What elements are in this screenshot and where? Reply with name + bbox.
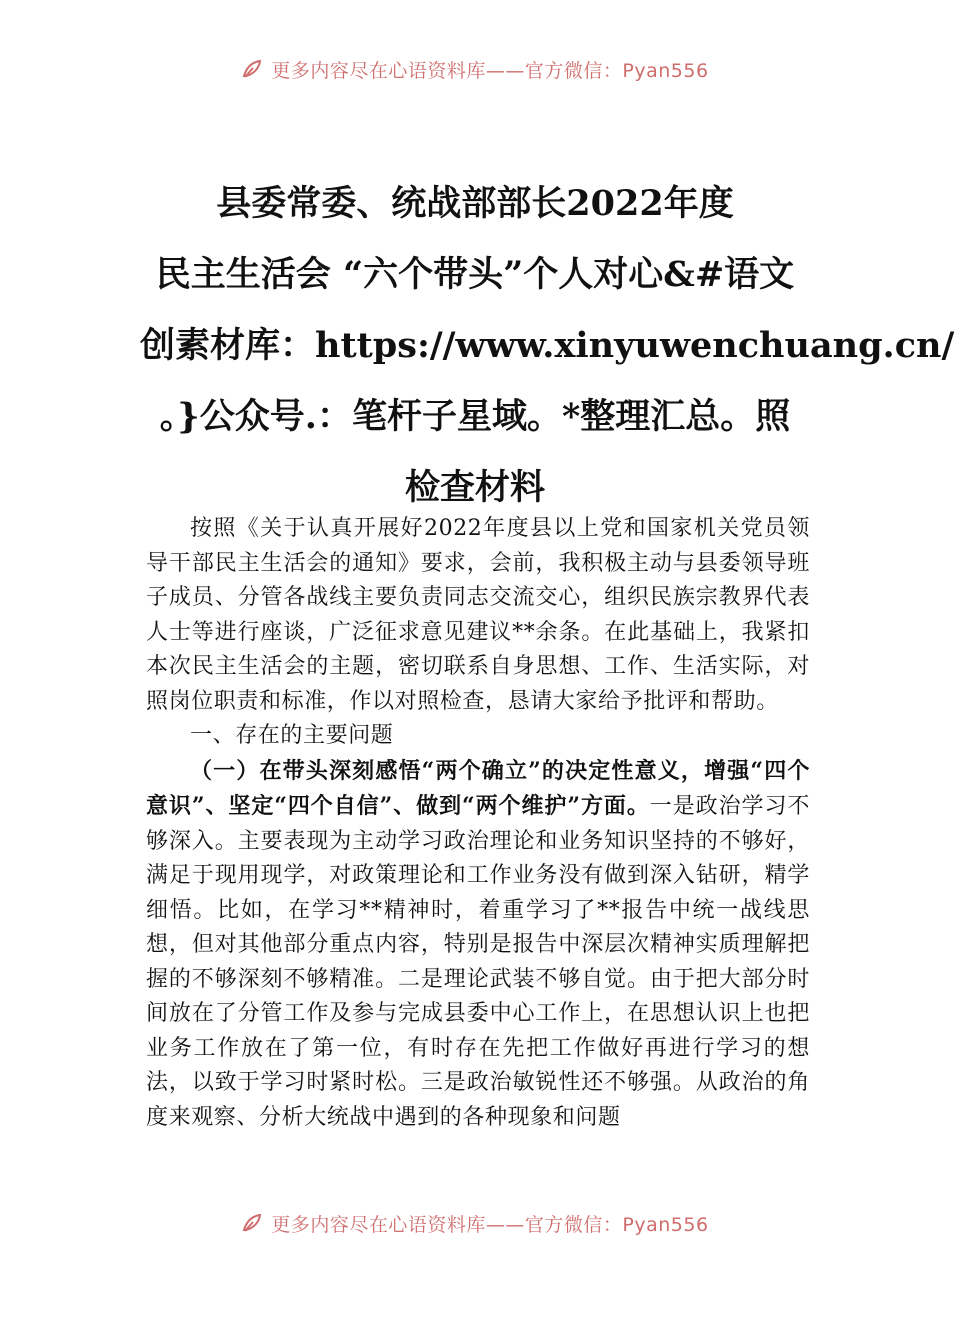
intro-paragraph: 按照《关于认真开展好2022年度县以上党和国家机关党员领导干部民主生活会的通知》要求，会前，我积极主动与县委领导班子成员、分管各战线主要负责同志交流交心，组织民族宗教界代表人士等进行座谈，广泛征求意见建议**余条。在此基础上，我紧扣本次民主生活会的主题，密切联系自身思想、工作、生活实际，对照岗位职责和标准，作以对照检查，恳请大家给予批评和帮助。 — [146, 516, 810, 714]
title-line-5: 检查材料 — [404, 467, 545, 508]
document-body — [146, 512, 810, 1135]
title-line-4: 。}公众号.：笔杆子星域。*整理汇总。照 — [159, 396, 791, 437]
watermark-text: 更多内容尽在心语资料库——官方微信：Pyan556 — [271, 59, 709, 82]
leaf-logo-icon — [241, 1212, 263, 1234]
title-line-2: 民主生活会 “六个带头”个人对心&#语文 — [155, 254, 795, 295]
title-line-3: 创素材库：https://www.xinyuwenchuang.cn/ — [140, 325, 954, 366]
subsection-paragraph-1 — [146, 754, 810, 1136]
header-watermark — [0, 54, 950, 84]
footer-watermark — [0, 1208, 950, 1238]
title-line-1: 县委常委、统战部部长2022年度 — [216, 183, 734, 224]
watermark-text: 更多内容尽在心语资料库——官方微信：Pyan556 — [271, 1213, 709, 1236]
subsection-heading-1: （一）在带头深刻感悟“两个确立”的决定性意义，增强“四个意识”、坚定“四个自信”、做到“两个维护”方面。 — [146, 757, 810, 819]
leaf-logo-icon — [241, 58, 263, 80]
section-heading-problems: 一、存在的主要问题 — [190, 723, 394, 748]
document-title — [140, 168, 954, 523]
subsection-body-1: 一是政治学习不够深入。主要表现为主动学习政治理论和业务知识坚持的不够好，满足于现用现学，对政策理论和工作业务没有做到深入钻研，精学细悟。比如，在学习**精神时，着重学习了**报告中统一战线思想，但对其他部分重点内容，特别是报告中深层次精神实质理解把握的不够深刻不够精准。二是理论武装不够自觉。由于把大部分时间放在了分管工作及参与完成县委中心工作上，在思想认识上也把业务工作放在了第一位，有时存在先把工作做好再进行学习的想法，以致于学习时紧时松。三是政治敏锐性还不够强。从政治的角度来观察、分析大统战中遇到的各种现象和问题 — [146, 794, 810, 1130]
